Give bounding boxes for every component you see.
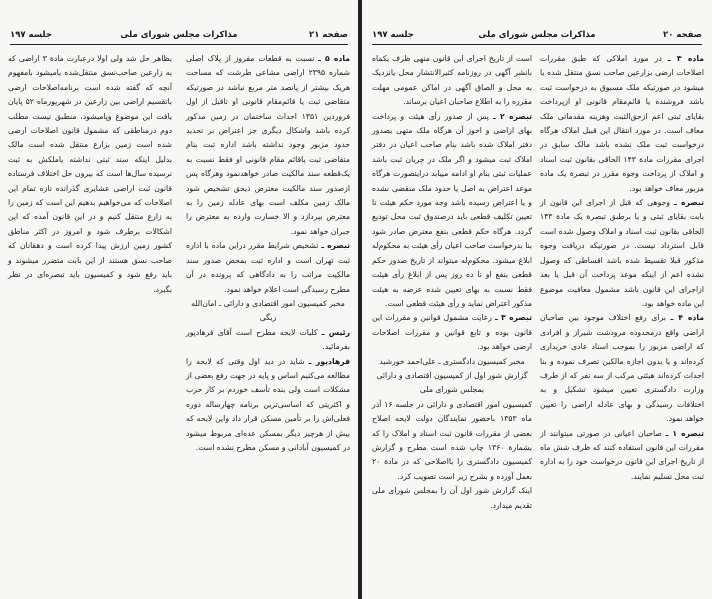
paragraph [372, 484, 532, 513]
running-title: مذاکرات مجلس شورای ملی [120, 30, 238, 40]
text-column-left [372, 52, 532, 513]
text-column-left [8, 52, 172, 297]
paragraph [540, 196, 704, 311]
paragraph-text: است از تاریخ اجرای این قانون متهی ظرف یکماه بانشر آگهی در روزنامه کثیرالانتشار محل یانزدیک به محل و الصاق آگهی در اماکن عمومی مهلت مقرره را به اطلاع صاحبان اعیان برساند. [372, 54, 532, 107]
paragraph [186, 326, 350, 355]
paragraph-text: مخبر کمیسیون دادگستری ـ علی‌احمد خورشید [379, 356, 525, 366]
paragraph-text: پس از صدور رأی هیئت و پرداخت بهای اراضی و احوز آن هرگاه ملک متهی بصدور دفتر املاک شده باشد بنام صاحب اعیان در دفتر املاک ثبت میشود و اگر ملک در جریان ثبت باشد عملیات ثبتی بنام او ادامه مییابد دراینصورت هرگاه موعد اعتراض به اصل یا حدود ملک منقضی نشده و یا اعتراض رسیده باشد وجه مورد حکم هیئت تا تعیین تکلیف قطعی باید درصندوق ثبت محل تودیع گردد. هرگاه حکم قطعی بنفع معترض صادر شود بنا بدرخواست صاحب اعیان رأی هیئت به محکوم‌له ابلاغ میشود. محکوم‌له میتواند از تاریخ صدور حکم قطعی بنفع او تا ده روز پس از ابلاغ رأی هیئت فقط نسبت به بهای تعیین شده عرضه به هیئت مذکور اعتراض نماید و رأی هیئت قطعی است. [372, 111, 532, 308]
paragraph [372, 398, 532, 484]
paragraph-text: اینک گزارش شور اول آن را بمجلس شورای ملی تقدیم میدارد. [372, 486, 532, 510]
article-heading: فرهادپور ـ [308, 356, 350, 366]
session-number: جلسه ۱۹۷ [10, 30, 52, 40]
page-header [10, 30, 348, 45]
paragraph-text: مخبر کمیسیون امور اقتصادی و دارائی ـ امان‌الله ریگی [191, 298, 345, 323]
article-heading: تبصره ـ [321, 241, 350, 251]
paragraph [8, 52, 172, 297]
article-heading: ماده ۳ ـ [667, 54, 704, 63]
paragraph [372, 355, 532, 369]
running-title: مذاکرات مجلس شورای ملی [478, 30, 596, 40]
paragraph [372, 52, 532, 110]
paragraph [372, 110, 532, 312]
paragraph [186, 239, 350, 297]
page-20 [362, 0, 712, 599]
article-heading: تبصره ۱ ـ [665, 428, 704, 438]
paragraph-text: رعایت مشمول قوانین و مقررات این قانون بوده و تابع قوانین و مقررات اصلاحات ارضی خواهد بود. [372, 313, 532, 352]
page-header [372, 30, 702, 45]
article-heading: رئیس ـ [321, 327, 350, 337]
page-number: صفحه ۲۰ [663, 30, 702, 40]
text-column-right [186, 52, 350, 455]
paragraph-text: صاحبان اعیانی در صورتی میتوانند از مقررات این قانون استفاده کنند که ظرف شش ماه از تاریخ اجرای این قانون درخواست خود را به اداره ثبت محل تسلیم نمایند. [540, 428, 704, 481]
paragraph-text: کلیات لایحه مطرح است آقای فرهادپور بفرمائید. [186, 327, 350, 352]
paragraph-text: بظاهر حل شد ولی اولا درعبارت مادة ۳ اراضی که به زارعین صاحب‌نسق منتقل‌شده یامیشود بامفهوم آنچه که گفته شده است برنامه‌اصلاحات ارضی باتقسیم اراضی بین زارعین در شهریورماه ۵۲ پایان یافت این موضوع وپامیشود، منطبق نیست مطلب دوم درمناطقی که مشمول قانون اصلاحات ارضی شده است زمین بزارع منتقل شده است مالک بدلیل اینکه سند ثبتی نداشته یاملکش به ثبت نرسیده سال‌ها است که بیرون حل اختلاف فرستاده قانون ثبت اراضی عشایری گذرانده تازه تمام این اصلاحات که می‌خواهیم بدهیم این است که زمین را به زارع منتقل کنیم و در این قانون آمده که این اشکالات برطرف شود و امروز در اکثر مناطق کشور زمین ارزش پیدا کرده است و دهقانان که صاحب نسق هستند از این بابت متضرر میشوند و باید رفع شود و کمیسیون باید تبصره‌ای در نظر بگیرد. [8, 54, 172, 294]
paragraph-text: شاید در دید اول وقتی که لایحه را مطالعه می‌کنیم اساس و پایه در جهت رفع بعضی از مشکلات است ولی بنده تأسف خوردم بر کار حزب و اکثریتی که اساسی‌ترین برنامه چهارساله دوره فعلی‌اش را بر تأمین مسکن قرار داد واین لایحه که بیش از هرچیز دیگر بمسکن عده‌ای مربوط میشود در کمیسیون آبادانی و مسکن مطرح نشده است. [186, 356, 350, 452]
paragraph-text: گزارش شور اول از کمیسیون اقتصادی و دارائی بمجلس شورای ملی [376, 370, 528, 395]
page-number: صفحه ۲۱ [309, 30, 348, 40]
paragraph-text: وجوهی که قبل از اجرای این قانون از بابت بقایای ثبتی و یا برطبق تبصرة یک مادة ۱۴۳ الحاقی بقانون ثبت اسناد و املاک وصول شده است قابل استرداد نیست. در صورتیکه دریافت وجوه مذکور قبلا تقسیط شده باشد اقساطی که وصول نشده اعم از اینکه موعد پرداخت آن قبل یا بعد ازاجرای این قانون باشد مشمول معافیت موضوع این ماده خواهد بود. [540, 198, 704, 308]
paragraph-text: برای رفع اختلاف موجود بین صاحبان اراضی واقع درمحدوده مرودشت شیراز و افرادی که اراضی مزبور را بموجب اسناد عادی خریداری کرده‌اند و یا بدون اجازه مالکین تصرف نموده و بنا احداث کرده‌اند هیئتی مرکب از سه نفر که از طرف وزارت دادگستری تعیین میشود تشکیل و به اختلافات رسیدگی و بهای عادله اراضی را تعیین خواهد نمود. [540, 313, 704, 424]
text-column-right [540, 52, 704, 484]
session-number: جلسه ۱۹۷ [372, 30, 414, 40]
paragraph [372, 311, 532, 354]
article-heading: تبصره ۳ ـ [495, 313, 532, 323]
paragraph-text: کمیسیون امور اقتصادی و دارائی در جلسه ۱۶ آذر ماه ۱۳۵۳ باحضور نمایندگان دولت لایحه اصلاح بعضی از مقررات قانون ثبت اسناد و املاک را که بشمارة ۱۳۶۰ چاپ شده است مطرح و گزارش کمیسیون دادگستری را بااصلاحی که در مادة ۲۰ بعمل آورده و بشرح زیر است تصویب کرد. [372, 399, 533, 481]
article-heading: ماده ۵ ـ [318, 54, 350, 63]
paragraph [540, 52, 704, 196]
paragraph [186, 52, 350, 239]
paragraph [372, 369, 532, 398]
paragraph-text: نسبت به قطعات مفروز از پلاک اصلی شماره ۲۳۹۵ اراضی مشاعی طرشت که مساحت هریک بیشتر از پانصد متر مربع نباشد در صورتیکه متقاضی ثبت یا قائم‌مقام قانونی او تاقبل از اول فروردین ۱۳۵۱ احداث ساختمان در زمین مذکور کرده باشد واشکال دیگری جز اعتراض بر تحدید حدود مزبور وجود نداشته باشد اداره ثبت بنام متقاضی ثبت یاقائم مقام قانونی او فقط نسبت به یک‌قطعه سند مالکیت صادر خواهدنمود وهرگاه پس ازصدور سند مالکیت معترض ذیحق تشخیص شود مالک زمین مکلف است بهای عادله زمین را به معترض بپردازد و الا خسارت وارده به معترض را جبران خواهد نمود. [186, 54, 350, 236]
paragraph-text: در مورد املاکی که طبق مقررات اصلاحات ارضی بزارعین صاحب نسق منتقل شده یا میشود در صورتیکه ملک مسبوق به درخواست ثبت باشد فروشنده یا قائم‌مقام قانونی او ازپرداخت بقایای ثبتی اعم ازحق‌الثبت وهزینه مقدماتی ملک معاف است. در مورد انتقال این قبیل املاک هرگاه درخواست ثبت ملک نشده باشد مالک سابق در اجرای مقررات مادة ۱۴۳ الحاقی بقانون ثبت اسناد و املاک از پرداخت وجوه مقرر در تبصرة یک ماده مزبور معاف خواهد بود. [540, 54, 705, 193]
article-heading: ماده ۴ ـ [670, 313, 704, 323]
paragraph [540, 427, 704, 485]
article-heading: تبصره ۲ ـ [492, 111, 532, 121]
paragraph [186, 355, 350, 456]
paragraph [186, 297, 350, 326]
paragraph-text: تشخیص شرایط مقرر دراین ماده با اداره ثبت تهران است و اداره ثبت بمحض صدور سند مالکیت مراتب را به دادگاهی که پرونده در آن مطرح رسیدگی است اعلام خواهد نمود. [186, 241, 350, 294]
paragraph [540, 311, 704, 426]
article-heading: تبصره ـ [674, 198, 704, 208]
